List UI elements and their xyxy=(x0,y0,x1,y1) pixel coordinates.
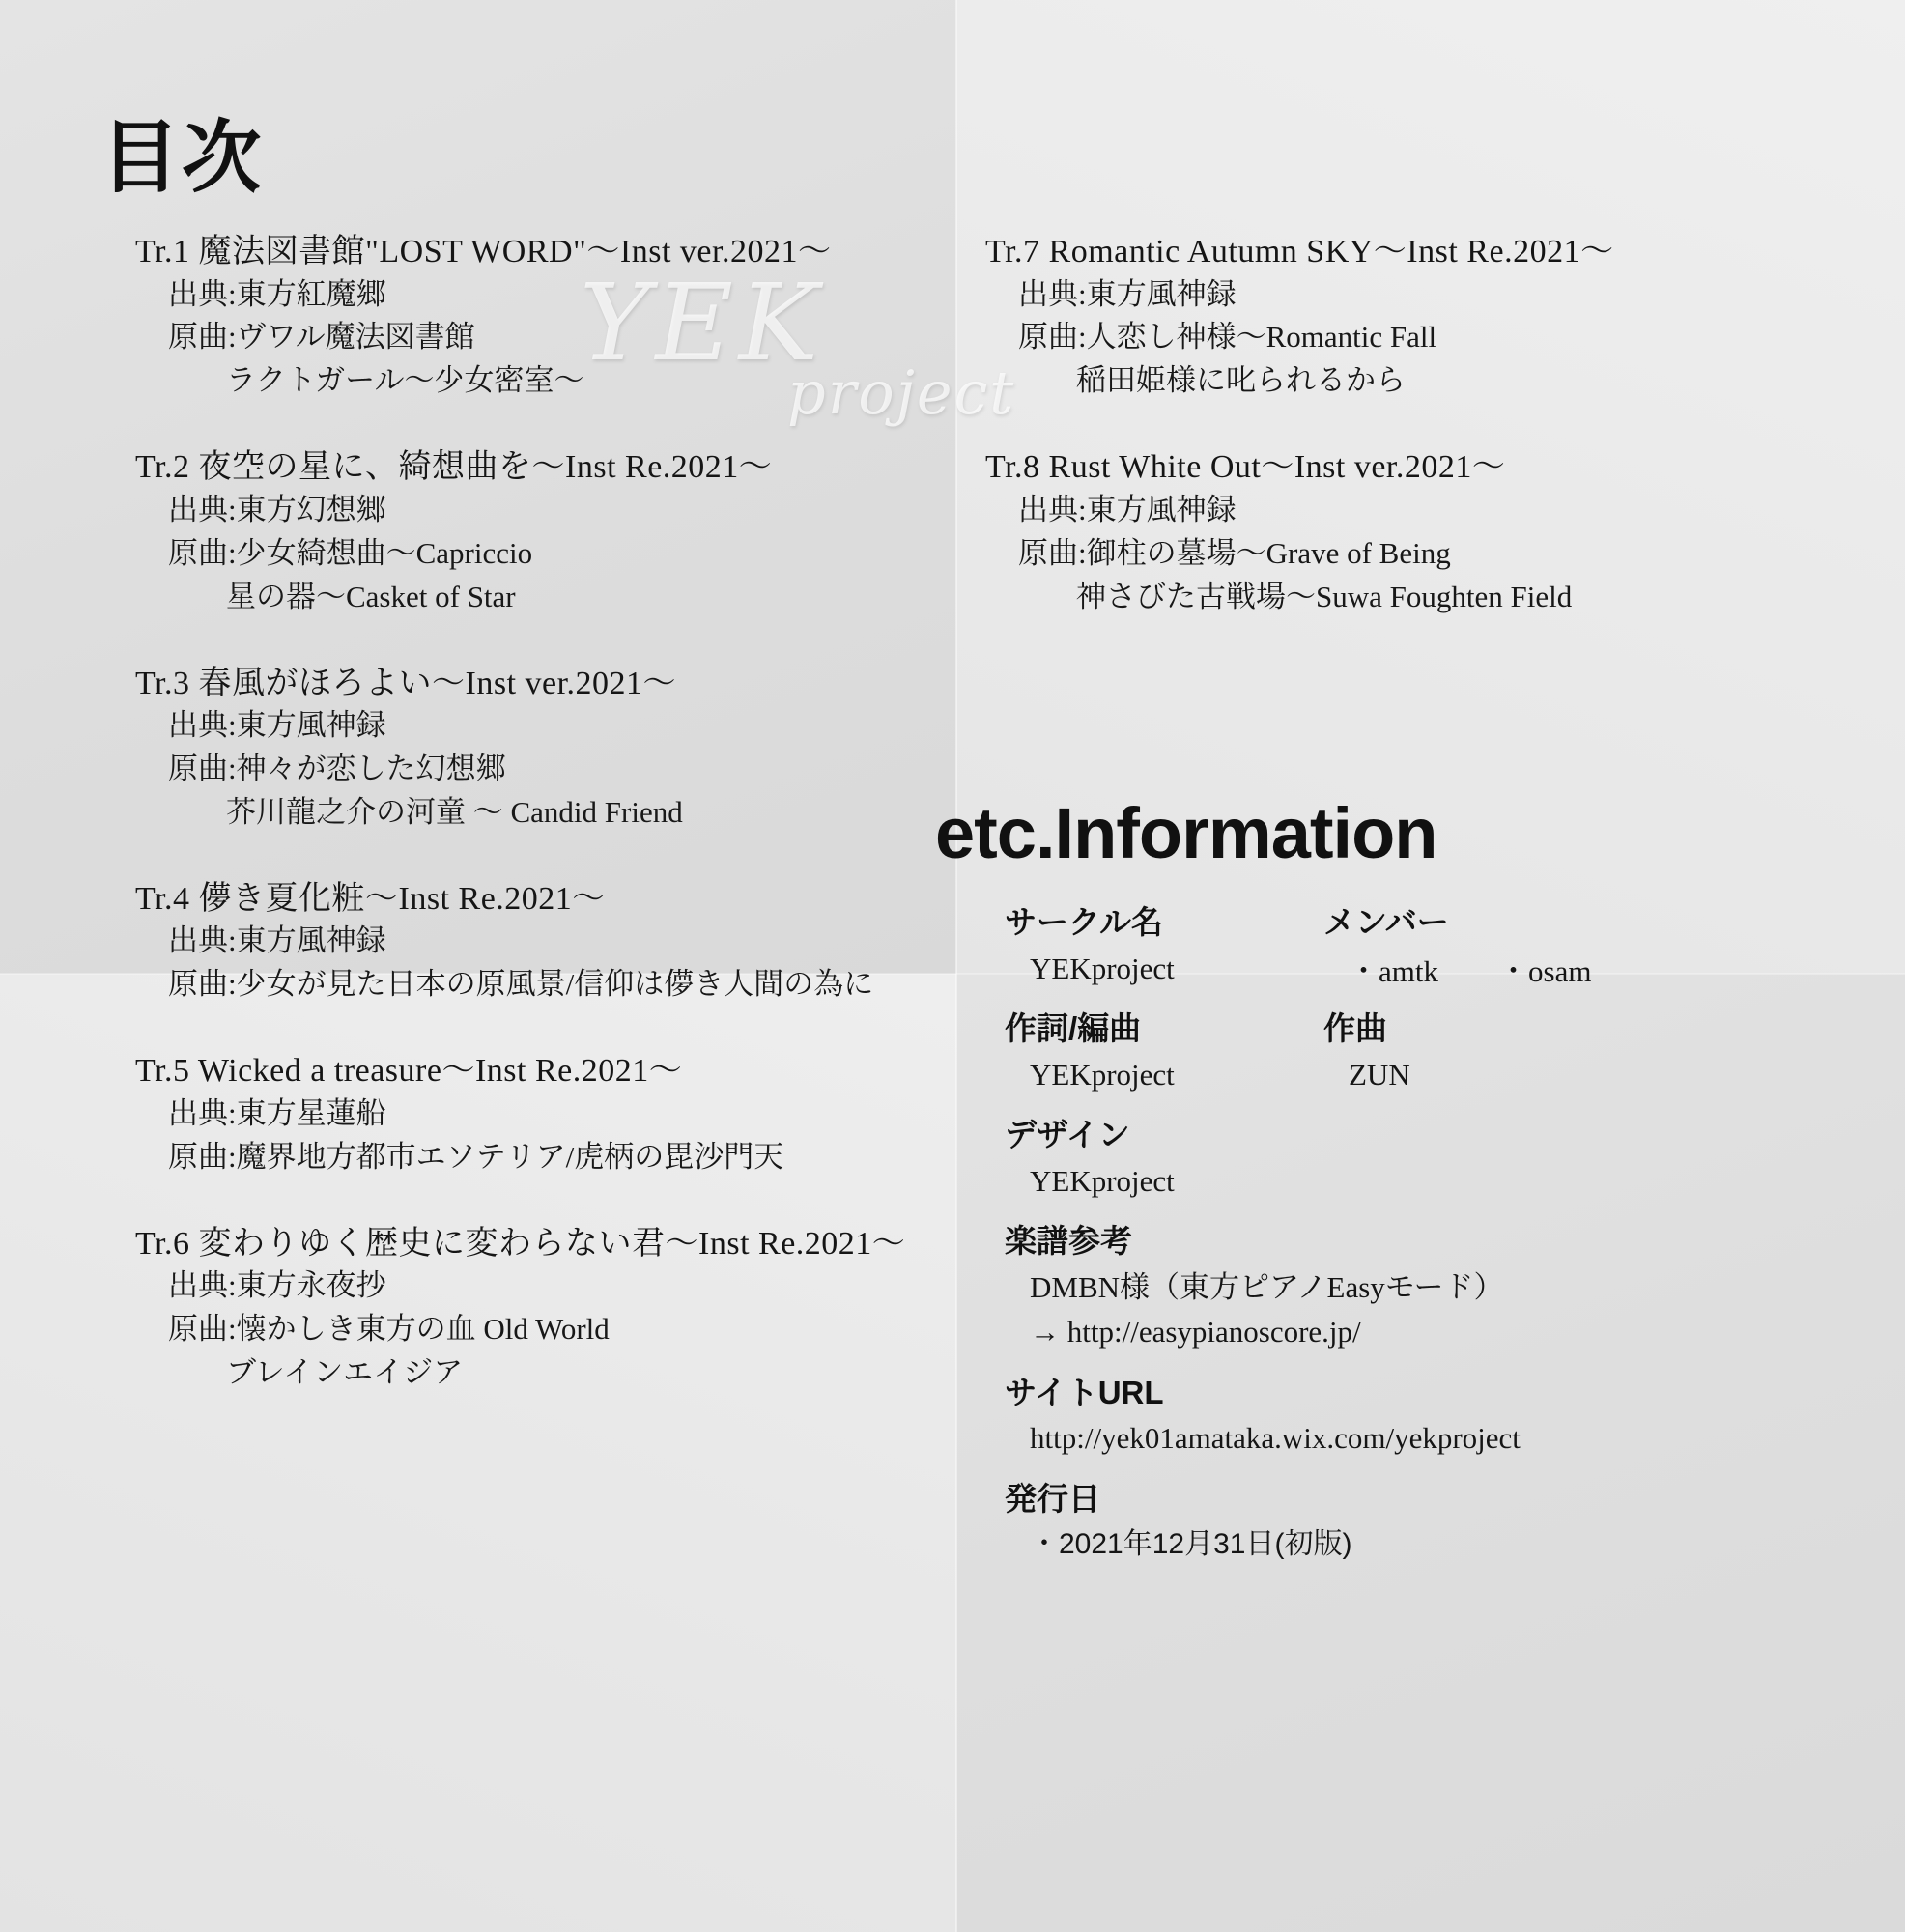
track-entry xyxy=(135,664,985,835)
info-value-design: YEKproject xyxy=(1030,1163,1175,1198)
member-item: ・osam xyxy=(1498,953,1592,988)
info-label-site-url: サイトURL xyxy=(1005,1374,1164,1410)
member-item: ・amtk xyxy=(1349,953,1438,988)
info-value-lyrics-arrange: YEKproject xyxy=(1030,1057,1175,1092)
track-original: 原曲:御柱の墓場〜Grave of Being xyxy=(1018,535,1451,570)
info-value-circle-name: YEKproject xyxy=(1030,951,1175,985)
track-original: 原曲:少女綺想曲〜Capriccio xyxy=(168,535,533,570)
watermark-main-text: YEK xyxy=(580,261,825,384)
track-original: 原曲:少女が見た日本の原風景/信仰は儚き人間の為に xyxy=(168,967,874,1002)
info-circle-name xyxy=(1005,898,1323,991)
section-title-information: etc.Information xyxy=(935,793,1437,873)
track-entry xyxy=(135,879,985,1007)
track-entry xyxy=(135,1051,985,1179)
track-entry xyxy=(135,447,985,618)
info-row-credits xyxy=(1005,1005,1874,1097)
track-source: 出典:東方星蓮船 xyxy=(168,1095,386,1130)
track-entry xyxy=(135,232,985,403)
track-title: Tr.6 変わりゆく歴史に変わらない君〜Inst Re.2021〜 xyxy=(135,1225,906,1262)
info-value-score-reference: DMBN様（東方ピアノEasyモード） xyxy=(1030,1269,1504,1304)
info-link-site-url[interactable]: http://yek01amataka.wix.com/yekproject xyxy=(1030,1421,1521,1455)
track-source: 出典:東方永夜抄 xyxy=(168,1268,386,1303)
track-entry xyxy=(135,1224,985,1395)
track-title: Tr.3 春風がほろよい〜Inst ver.2021〜 xyxy=(135,665,677,701)
track-original: 原曲:ヴワル魔法図書館 xyxy=(168,320,475,355)
info-label-compose: 作曲 xyxy=(1323,1010,1387,1046)
info-design xyxy=(1005,1111,1874,1204)
info-site-url xyxy=(1005,1369,1874,1462)
info-release-date xyxy=(1005,1475,1874,1567)
track-original-extra: ブレインエイジア xyxy=(226,1355,464,1390)
track-original-extra: 芥川龍之介の河童 〜 Candid Friend xyxy=(226,795,683,829)
track-original-extra: 星の器〜Casket of Star xyxy=(226,579,516,613)
info-score-reference xyxy=(1005,1217,1874,1355)
track-title: Tr.7 Romantic Autumn SKY〜Inst Re.2021〜 xyxy=(985,234,1614,270)
track-original: 原曲:人恋し神様〜Romantic Fall xyxy=(1018,320,1437,355)
track-source: 出典:東方風神録 xyxy=(1018,276,1237,311)
track-title: Tr.1 魔法図書館"LOST WORD"〜Inst ver.2021〜 xyxy=(135,234,832,270)
track-list-left-column xyxy=(135,232,985,1439)
track-original-extra: 神さびた古戦場〜Suwa Foughten Field xyxy=(1076,579,1573,613)
track-original: 原曲:神々が恋した幻想郷 xyxy=(168,752,506,786)
info-label-members: メンバー xyxy=(1323,904,1449,940)
track-original: 原曲:魔界地方都市エソテリア/虎柄の毘沙門天 xyxy=(168,1139,784,1174)
info-label-lyrics-arrange: 作詞/編曲 xyxy=(1005,1010,1142,1046)
member-list xyxy=(1349,947,1729,990)
info-compose xyxy=(1323,1005,1729,1097)
info-label-release-date: 発行日 xyxy=(1005,1480,1100,1517)
track-source: 出典:東方紅魔郷 xyxy=(168,276,386,311)
track-entry xyxy=(985,447,1835,618)
track-source: 出典:東方風神録 xyxy=(168,923,386,958)
track-list-right-column xyxy=(985,232,1835,664)
track-title: Tr.4 儚き夏化粧〜Inst Re.2021〜 xyxy=(135,880,606,917)
track-source: 出典:東方風神録 xyxy=(168,708,386,743)
watermark-sub-text: project xyxy=(787,357,1016,428)
track-original: 原曲:懐かしき東方の血 Old World xyxy=(168,1312,610,1347)
info-members xyxy=(1323,898,1729,991)
info-row-circle-member xyxy=(1005,898,1874,991)
page-title-table-of-contents: 目次 xyxy=(100,114,264,202)
track-original-extra: 稲田姫様に叱られるから xyxy=(1076,363,1406,398)
info-label-circle-name: サークル名 xyxy=(1005,904,1164,940)
track-source: 出典:東方風神録 xyxy=(1018,492,1237,526)
information-block xyxy=(1005,898,1874,1579)
info-label-design: デザイン xyxy=(1005,1117,1130,1152)
track-title: Tr.8 Rust White Out〜Inst ver.2021〜 xyxy=(985,449,1506,486)
info-value-compose: ZUN xyxy=(1349,1057,1410,1092)
track-entry xyxy=(985,232,1835,403)
track-title: Tr.2 夜空の星に、綺想曲を〜Inst Re.2021〜 xyxy=(135,449,773,486)
track-original-extra: ラクトガール〜少女密室〜 xyxy=(226,363,584,398)
info-lyrics-arrange xyxy=(1005,1005,1323,1097)
info-label-score-reference: 楽譜参考 xyxy=(1005,1223,1132,1259)
track-title: Tr.5 Wicked a treasure〜Inst Re.2021〜 xyxy=(135,1053,683,1090)
info-link-score-reference[interactable]: → http://easypianoscore.jp/ xyxy=(1030,1315,1361,1349)
track-source: 出典:東方幻想郷 xyxy=(168,492,386,526)
info-value-release-date: ・2021年12月31日(初版) xyxy=(1030,1528,1352,1560)
